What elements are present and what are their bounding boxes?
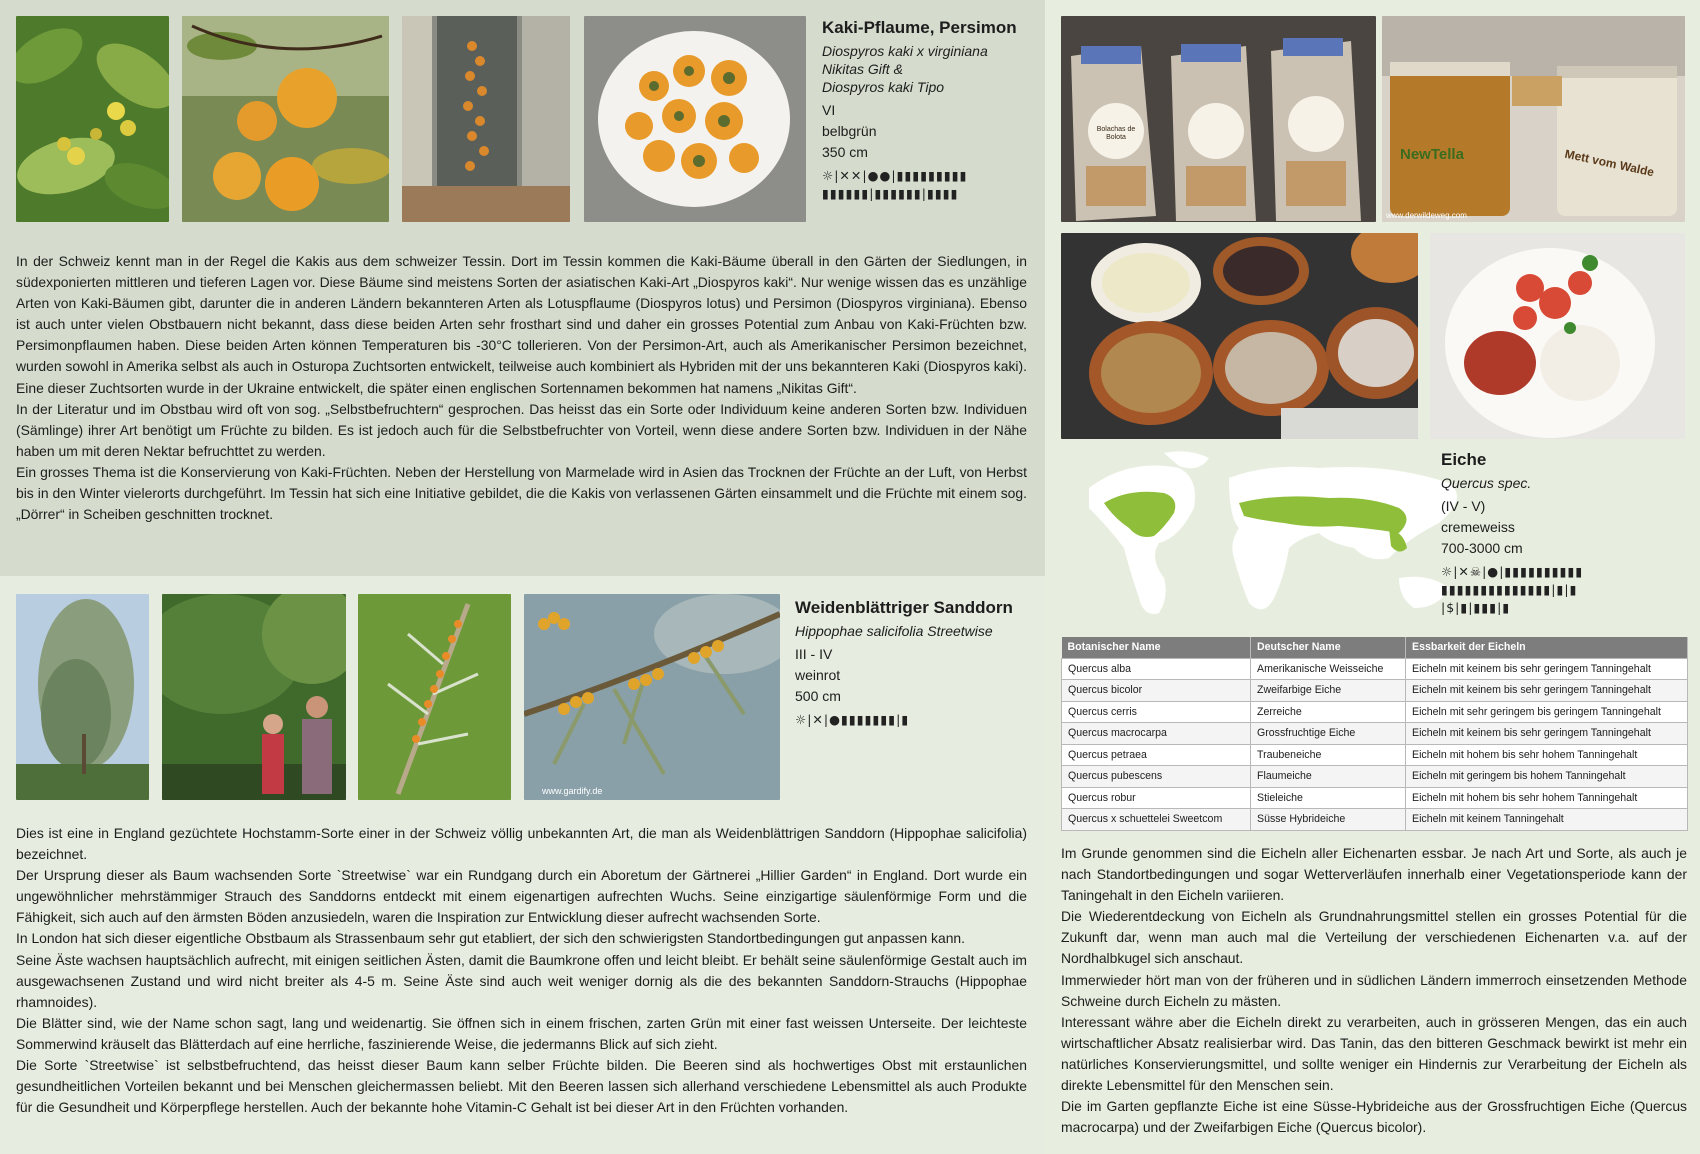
oak-col-edibility: Essbarkeit der Eicheln bbox=[1406, 637, 1688, 658]
kaki-paragraph-2: In der Literatur und im Obstbau wird oft von sog. „Selbstbefruchtern“ gesprochen. Das heisst das ein Sorte oder Individuum keine anderen Sorten bzw. Individuen (Sämlinge) ihrer Art benötigt um Früchte zu bilden. Es ist jedoch auch für die Selbstbefruchter von Vorteil, wenn diese andere Sorten bzw. Individuen in der Nähe haben um mit deren Nektar befruchttet zu werden. bbox=[16, 400, 1027, 459]
sanddorn-usage-icons: ☼|✕|●▮▮▮▮▮▮▮|▮ bbox=[795, 712, 910, 727]
kaki-section bbox=[0, 0, 1045, 576]
oak-german-name: Amerikanische Weisseiche bbox=[1251, 658, 1406, 680]
sanddorn-title: Weidenblättriger Sanddorn bbox=[795, 598, 1013, 617]
eiche-cookie-label: Bolachas de Bolota bbox=[1096, 126, 1136, 141]
sanddorn-paragraph-2: Der Ursprung dieser als Baum wachsenden Sorte `Streetwise` war ein Rundgang durch ein Aboretum der Gärtnerei „Hillier Garden“ in England. Dort wurde ein ungewöhnlicher mehrstämmiger Strauch des Sanddorns entdeckt mit einem eigenartigen aufrechten Wuchs. Seine einzigartige säulenförmige Form und die Fähigkeit, sich auch auf den ärmsten Böden anzusiedeln, waren die Inspiration zur Entwicklung dieser aufrecht wachsenden Sorte. bbox=[16, 867, 1027, 926]
sanddorn-paragraph-6: Die Sorte `Streetwise` ist selbstbefruchtend, das heisst dieser Baum kann selber Früchte bilden. Die Beeren sind als hochwertiges Obst mit erstaunlichen gesundheitlichen Vorteilen bekannt und bei Menschen gleichermassen beliebt. Mit den Beeren lassen sich allerhand verschiedene Lebensmittel als auch Produkte für die Gesundheit und Körperpflege herstellen. Auch der bekannte hohe Vitamin-C Gehalt ist bei dieser Art in den Früchten vorhanden. bbox=[16, 1057, 1027, 1116]
oak-german-name: Zerreiche bbox=[1251, 701, 1406, 723]
oak-german-name: Süsse Hybrideiche bbox=[1251, 809, 1406, 831]
kaki-latin-2: Nikitas Gift & bbox=[822, 61, 903, 77]
kaki-flower-color: belbgrün bbox=[822, 123, 877, 139]
kaki-bloom-month: VI bbox=[822, 102, 836, 118]
eiche-flower-color: cremeweiss bbox=[1441, 519, 1515, 535]
oak-edibility: Eicheln mit keinem bis sehr geringem Tanningehalt bbox=[1406, 658, 1688, 680]
oak-distribution-map bbox=[1069, 448, 1489, 638]
sanddorn-paragraph-5: Die Blätter sind, wie der Name schon sagt, lang und weidenartig. Sie öffnen sich in einem frischen, zarten Grün mit einer fast weissen Unterseite. Der leichteste Sommerwind kräuselt das Blätterdach auf eine herrliche, faszinierende Weise, die jedermanns Blick auf sich zieht. bbox=[16, 1014, 1027, 1052]
eiche-jar2-label: Mett vom Walde bbox=[1563, 146, 1656, 180]
sanddorn-paragraph-3: In London hat sich dieser eigentliche Obstbaum als Strassenbaum sehr gut etabliert, der sich den schwierigsten Standortbedingungen gut anpassen kann. bbox=[16, 930, 966, 947]
kaki-tree-photo bbox=[182, 16, 389, 222]
eiche-spreads-photo bbox=[1061, 233, 1418, 439]
oak-german-name: Flaumeiche bbox=[1251, 766, 1406, 788]
sanddorn-photo-credit: www.gardify.de bbox=[542, 786, 603, 796]
eiche-paragraph-5: Die im Garten gepflanzte Eiche ist eine Süsse-Hybrideiche aus der Grossfruchtigen Eiche (Quercus macrocarpa) und der Zweifarbigen Eiche (Quercus bicolor). bbox=[1061, 1098, 1687, 1136]
sanddorn-bloom-month: III - IV bbox=[795, 646, 833, 662]
oak-botanical-name: Quercus robur bbox=[1062, 787, 1251, 809]
table-row bbox=[1062, 744, 1688, 766]
oak-botanical-name: Quercus bicolor bbox=[1062, 680, 1251, 702]
table-row bbox=[1062, 787, 1688, 809]
sanddorn-paragraph-4: Seine Äste wachsen hauptsächlich aufrecht, mit einigen seitlichen Ästen, damit die Baumkrone offen und leicht bleibt. Er behält seine säulenförmige Gestalt auch im ausgewachsenen Zustand und wird nicht breiter als 4-5 m. Seine Äste sind auch weit weniger dornig als die des bekannten Sanddorn-Strauchs (Hippophae rhamnoides). bbox=[16, 951, 1027, 1010]
oak-edibility: Eicheln mit keinem Tanningehalt bbox=[1406, 809, 1688, 831]
oak-botanical-name: Quercus macrocarpa bbox=[1062, 723, 1251, 745]
oak-edibility: Eicheln mit hohem bis sehr hohem Tanningehalt bbox=[1406, 787, 1688, 809]
kaki-latin-3: Diospyros kaki Tipo bbox=[822, 79, 945, 95]
table-row bbox=[1062, 658, 1688, 680]
oak-botanical-name: Quercus x schuettelei Sweetcom bbox=[1062, 809, 1251, 831]
oak-botanical-name: Quercus pubescens bbox=[1062, 766, 1251, 788]
eiche-photo-credit: www.derwildeweg.com bbox=[1386, 211, 1467, 220]
oak-edibility: Eicheln mit geringem bis hohem Tanningehalt bbox=[1406, 766, 1688, 788]
oak-german-name: Grossfruchtige Eiche bbox=[1251, 723, 1406, 745]
table-row bbox=[1062, 723, 1688, 745]
oak-table-header bbox=[1062, 637, 1688, 658]
sanddorn-paragraph-1: Dies ist eine in England gezüchtete Hochstamm-Sorte einer in der Schweiz völlig unbekannten Art, die man als Weidenblättrigen Sanddorn (Hippophae salicifolia) bezeichnet. bbox=[16, 825, 1027, 863]
eiche-paragraph-1: Im Grunde genommen sind die Eicheln aller Eichenarten essbar. Je nach Art und Sorte, als auch je nach Standortbedingungen und sogar Wetterverläufen innerhalb einer Vegetationsperiode kann der Taningehalt in den Eicheln variieren. bbox=[1061, 845, 1687, 904]
eiche-jars-photo bbox=[1382, 16, 1685, 222]
oak-edibility: Eicheln mit keinem bis sehr geringem Tanningehalt bbox=[1406, 723, 1688, 745]
kaki-title: Kaki-Pflaume, Persimon bbox=[822, 18, 1017, 37]
eiche-cookies-photo bbox=[1061, 16, 1376, 222]
kaki-usage-icons-row2: ▮▮▮▮▮▮|▮▮▮▮▮▮|▮▮▮▮ bbox=[822, 186, 959, 201]
oak-botanical-name: Quercus alba bbox=[1062, 658, 1251, 680]
eiche-paragraph-2: Die Wiederentdeckung von Eicheln als Grundnahrungsmittel stellen ein grosses Potential für die Zukunft dar, wenn man auch mal die Verteilung der verschiedenen Eichenarten v.a. auf der Nordhalbkugel sich anschaut. bbox=[1061, 908, 1687, 967]
eiche-plate-photo bbox=[1430, 233, 1685, 439]
sanddorn-body-text bbox=[16, 823, 1027, 1118]
kaki-paragraph-3: Ein grosses Thema ist die Konservierung von Kaki-Früchten. Neben der Herstellung von Marmelade wird in Asien das Trocknen der Früchte an der Luft, von Herbst bis in den Winter vielerorts durchgeführt. Im Tessin hat sich eine Initiative gebildet, die die Kakis von verlassenen Gärten einsammelt und die Früchte mit einem sog. „Dörrer“ in Scheiben geschnitten trocknet. bbox=[16, 463, 1027, 523]
oak-edibility: Eicheln mit sehr geringem bis geringem Tanningehalt bbox=[1406, 701, 1688, 723]
kaki-paragraph-1: In der Schweiz kennt man in der Regel die Kakis aus dem schweizer Tessin. Dort im Tessin kommen die Kaki-Bäume überall in den Gärten der Siedlungen, in südexponierten mittleren und tieferen Lagen vor. Diese Bäume sind meistens Sorten der asiatischen Kaki-Art „Diospyros kaki“. Nur wenige wissen das es unzählige Arten von Kaki-Bäumen gibt, darunter die in anderen Ländern bekannteren Arten als Lotuspflaume (Diospyros lotus) und Persimon (Diospyros virginiana). Ebenso ist auch unter vielen Obstbauern nicht bekannt, dass diese beiden Arten sehr frosthart sind und daher ein grosses Potential zum Anbau von Kaki-Früchten bzw. Persimonpflaumen haben. Diese beiden Arten können Temperaturen bis -30°C tollerieren. Von der Persimon-Art, auch als Amerikanischer Persimon bezeichnet, wurden sowohl in Amerika selbst als auch in Osturopa Zuchtsorten entwickelt, teilweise auch kombiniert als Hybriden mit der uns bekannteren Kaki (Diospyros kaki). Eine dieser Zuchtsorten wurde in der Ukraine entwickelt, die später einen englischen Sortennamen bekommen hat namens „Nikitas Gift“. bbox=[16, 253, 1027, 396]
sanddorn-height: 500 cm bbox=[795, 688, 841, 704]
sanddorn-berries-photo bbox=[524, 594, 780, 800]
oak-german-name: Traubeneiche bbox=[1251, 744, 1406, 766]
kaki-drying-photo bbox=[402, 16, 570, 222]
sanddorn-flower-color: weinrot bbox=[795, 667, 841, 683]
oak-botanical-name: Quercus petraea bbox=[1062, 744, 1251, 766]
sanddorn-tree-photo bbox=[16, 594, 149, 800]
eiche-latin: Quercus spec. bbox=[1441, 475, 1532, 491]
sanddorn-latin: Hippophae salicifolia Streetwise bbox=[795, 623, 993, 639]
kaki-flower-photo bbox=[16, 16, 169, 222]
oak-edibility: Eicheln mit keinem bis sehr geringem Tanningehalt bbox=[1406, 680, 1688, 702]
sanddorn-branch-photo bbox=[358, 594, 511, 800]
oak-botanical-name: Quercus cerris bbox=[1062, 701, 1251, 723]
oak-col-german: Deutscher Name bbox=[1251, 637, 1406, 658]
eiche-paragraph-3: Immerwieder hört man von der früheren und in südlichen Ländern immerroch einsetzenden Methode Schweine durch Eicheln zu mästen. bbox=[1061, 971, 1687, 1009]
table-row bbox=[1062, 680, 1688, 702]
eiche-jar1-label: NewTella bbox=[1400, 146, 1464, 163]
eiche-title: Eiche bbox=[1441, 450, 1487, 469]
oak-col-botanical: Botanischer Name bbox=[1062, 637, 1251, 658]
sanddorn-people-photo bbox=[162, 594, 346, 800]
oak-species-table bbox=[1061, 637, 1688, 831]
eiche-section bbox=[1045, 0, 1700, 1154]
kaki-latin-1: Diospyros kaki x virginiana bbox=[822, 43, 988, 59]
sanddorn-section bbox=[0, 576, 1045, 1154]
sanddorn-info bbox=[795, 598, 1040, 729]
eiche-usage-icons-row2: ▮▮▮▮▮▮▮▮▮▮▮▮▮▮|▮|▮ bbox=[1441, 582, 1578, 597]
eiche-body-text bbox=[1061, 843, 1687, 1138]
oak-german-name: Zweifarbige Eiche bbox=[1251, 680, 1406, 702]
eiche-usage-icons-row3: |$|▮|▮▮▮|▮ bbox=[1441, 600, 1511, 615]
table-row bbox=[1062, 766, 1688, 788]
table-row bbox=[1062, 809, 1688, 831]
oak-edibility: Eicheln mit hohem bis sehr hohem Tanningehalt bbox=[1406, 744, 1688, 766]
oak-german-name: Stieleiche bbox=[1251, 787, 1406, 809]
kaki-body-text bbox=[16, 251, 1027, 525]
kaki-info bbox=[822, 18, 1042, 203]
kaki-plate-photo bbox=[584, 16, 806, 222]
eiche-usage-icons-row1: ☼|✕☠|●|▮▮▮▮▮▮▮▮▮▮ bbox=[1441, 564, 1584, 579]
eiche-height: 700-3000 cm bbox=[1441, 540, 1523, 556]
kaki-height: 350 cm bbox=[822, 144, 868, 160]
kaki-usage-icons-row1: ☼|✕✕|●●|▮▮▮▮▮▮▮▮▮ bbox=[822, 168, 968, 183]
eiche-paragraph-4: Interessant währe aber die Eicheln direkt zu verarbeiten, auch in grösseren Mengen, das ein auch wirtschaftlicher Absatz realisierbar wird. Das Tanin, das den bitteren Geschmack bewirkt ist mehr ein natürliches Konservierungsmittel, und sollte weniger ein Hindernis zur Verarbeitung der Eicheln als direkte Lebensmittel für den Menschen sein. bbox=[1061, 1013, 1687, 1094]
eiche-bloom-month: (IV - V) bbox=[1441, 498, 1486, 514]
table-row bbox=[1062, 701, 1688, 723]
eiche-info bbox=[1441, 450, 1696, 617]
